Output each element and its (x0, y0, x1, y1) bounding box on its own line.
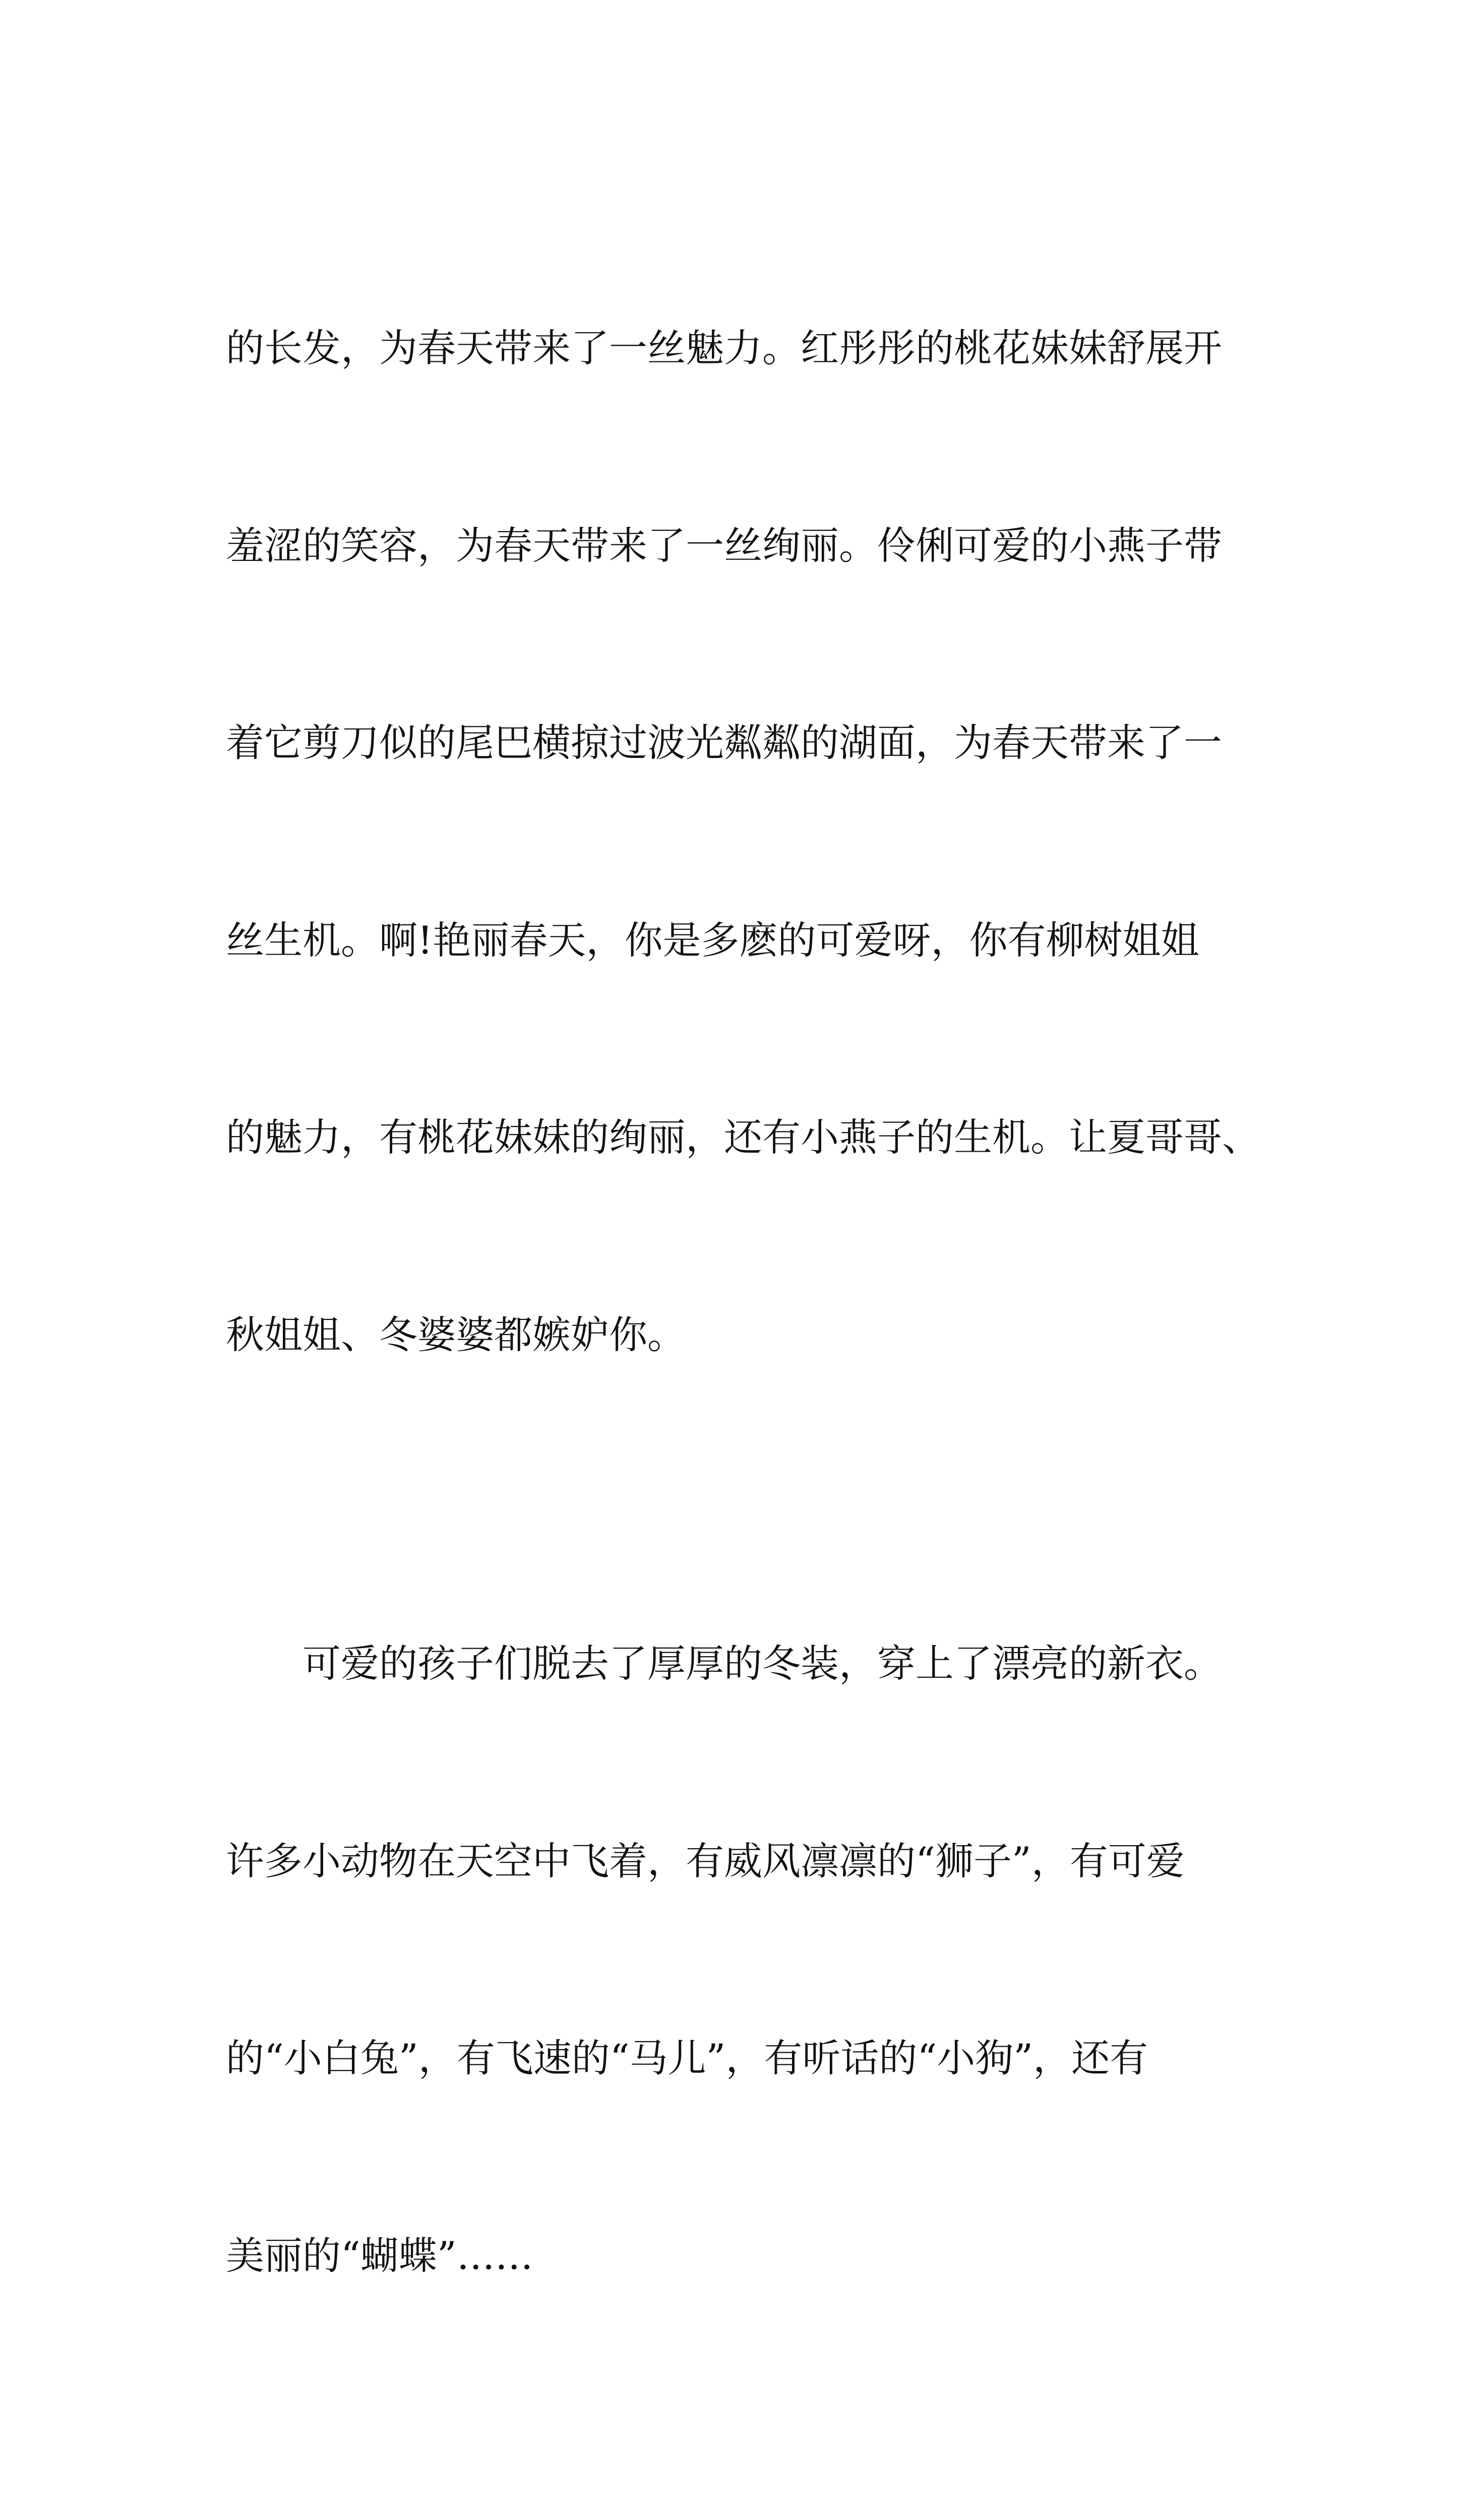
text-line: 美丽的“蝴蝶”…… (226, 2233, 533, 2278)
text-line: 可爱的孩子们脱去了厚厚的冬装，穿上了漂亮的新衣。 (226, 1641, 1222, 1686)
text-line: 的“小白兔”，有飞速的“马儿”，有听话的“小狗”，还有 (226, 2036, 1148, 2081)
paragraph-3 (226, 2420, 1254, 2520)
text-line: 着它剪刀似的尾巴横掠过波光粼粼的湖面，为春天带来了一 (226, 720, 1222, 765)
text-line: 许多小动物在天空中飞着，有威风凛凛的“狮子”，有可爱 (226, 1838, 1185, 1883)
text-line: 的魅力，有桃花妹妹的绚丽，还有小燕子的生机。让夏哥哥、 (226, 1115, 1260, 1160)
text-line: 丝生机。啊!艳丽春天，你是多麽的可爱呀，你有柳树姐姐 (226, 917, 1199, 963)
text-line: 秋姐姐、冬婆婆都嫉妒你。 (226, 1312, 686, 1357)
paragraph-1 (226, 184, 1260, 1499)
paragraph-2 (226, 1499, 1254, 2420)
text-line: 的长发，为春天带来了一丝魅力。红彤彤的桃花妹妹舒展开 (226, 326, 1222, 370)
document-body (226, 184, 1260, 2520)
text-line: 羞涩的笑容，为春天带来了一丝绚丽。伶俐可爱的小燕子带 (226, 523, 1222, 568)
